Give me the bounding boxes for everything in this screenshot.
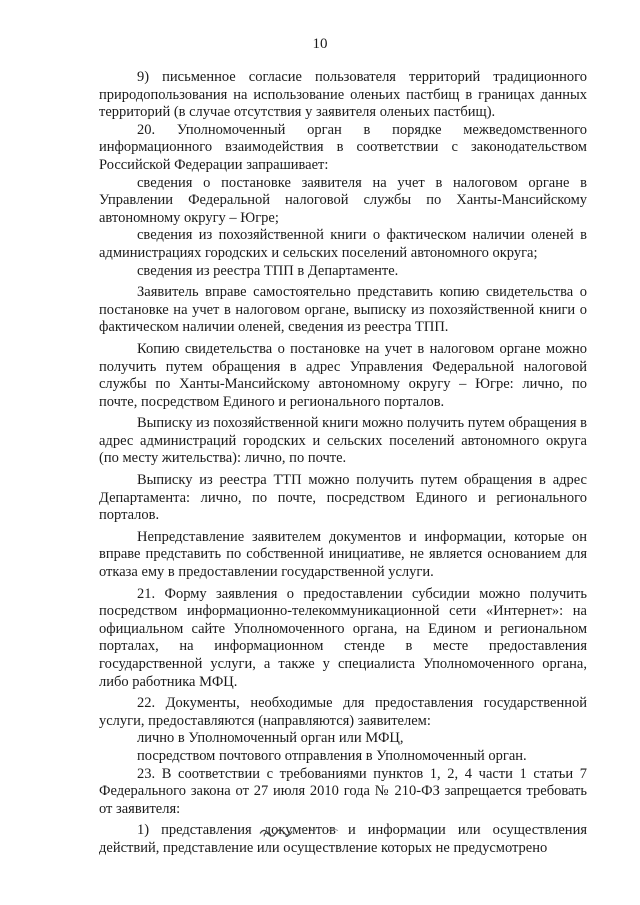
paragraph-non-submission: Непредставление заявителем документов и информации, которые он вправе представить по собственной инициативе, не является основанием для отказа ему в предоставлении государственной услуги. — [99, 528, 587, 581]
paragraph-ttp-extract: Выписку из реестра ТТП можно получить путем обращения в адрес Департамента: лично, по почте, посредством Единого и регионального порталов. — [99, 472, 587, 524]
paragraph-household-extract: Выписку из похозяйственной книги можно получить путем обращения в адрес администраций городских и сельских поселений автономного округа (по месту жительства): лично, по почте. — [99, 415, 587, 467]
paragraph-by-post: посредством почтового отправления в Уполномоченный орган. — [137, 747, 527, 764]
page-number: 10 — [312, 36, 328, 52]
paragraph-in-person: лично в Уполномоченный орган или МФЦ, — [137, 730, 404, 747]
paragraph-clause-22: 22. Документы, необходимые для предоставления государственной услуги, предоставляются (направляются) заявителем: — [99, 695, 587, 729]
paragraph-clause-21: 21. Форму заявления о предоставлении субсидии можно получить посредством информационно-телекоммуникационной сети «Интернет»: на официальном сайте Уполномоченного органа, на Едином и региональном порталах, на информационном стенде в месте предоставления государственной услуги, а также у специалиста Уполномоченного органа, либо работника МФЦ. — [99, 585, 587, 690]
paragraph-tax-copy: Копию свидетельства о постановке на учет в налоговом органе можно получить путем обращения в адрес Управления Федеральной налоговой службы по Ханты-Мансийскому автономному округу – Югре: лично, по почте, посредством Единого и регионального порталов. — [99, 340, 587, 410]
document-body — [99, 69, 587, 858]
paragraph-household-book: сведения из похозяйственной книги о фактическом наличии оленей в администрациях городских и сельских поселений автономного округа; — [99, 227, 587, 261]
paragraph-clause-23: 23. В соответствии с требованиями пунктов 1, 2, 4 части 1 статьи 7 Федерального закона от 27 июля 2010 года № 210-ФЗ запрещается требовать от заявителя: — [99, 765, 587, 817]
paragraph-tax-info: сведения о постановке заявителя на учет в налоговом органе в Управлении Федеральной налоговой службы по Ханты-Мансийскому автономному округу – Югре; — [99, 174, 587, 226]
paragraph-applicant-right: Заявитель вправе самостоятельно представить копию свидетельства о постановке на учет в налоговом органе, выписку из похозяйственной книги о фактическом наличии оленей, сведения из реестра ТПП. — [99, 284, 587, 336]
paragraph-item-1: 1) представления документов и информации или осуществления действий, представление или осуществление которых не предусмотрено — [99, 822, 587, 856]
paragraph-clause-20: 20. Уполномоченный орган в порядке межведомственного информационного взаимодействия в соответствии с законодательством Российской Федерации запрашивает: — [99, 121, 587, 173]
paragraph-item-9: 9) письменное согласие пользователя территорий традиционного природопользования на использование оленьих пастбищ в границах данных территорий (в случае отсутствия у заявителя оленьих пастбищ). — [99, 69, 587, 121]
handwritten-initials-mark — [258, 822, 348, 840]
paragraph-tpp-registry: сведения из реестра ТПП в Департаменте. — [137, 262, 399, 279]
